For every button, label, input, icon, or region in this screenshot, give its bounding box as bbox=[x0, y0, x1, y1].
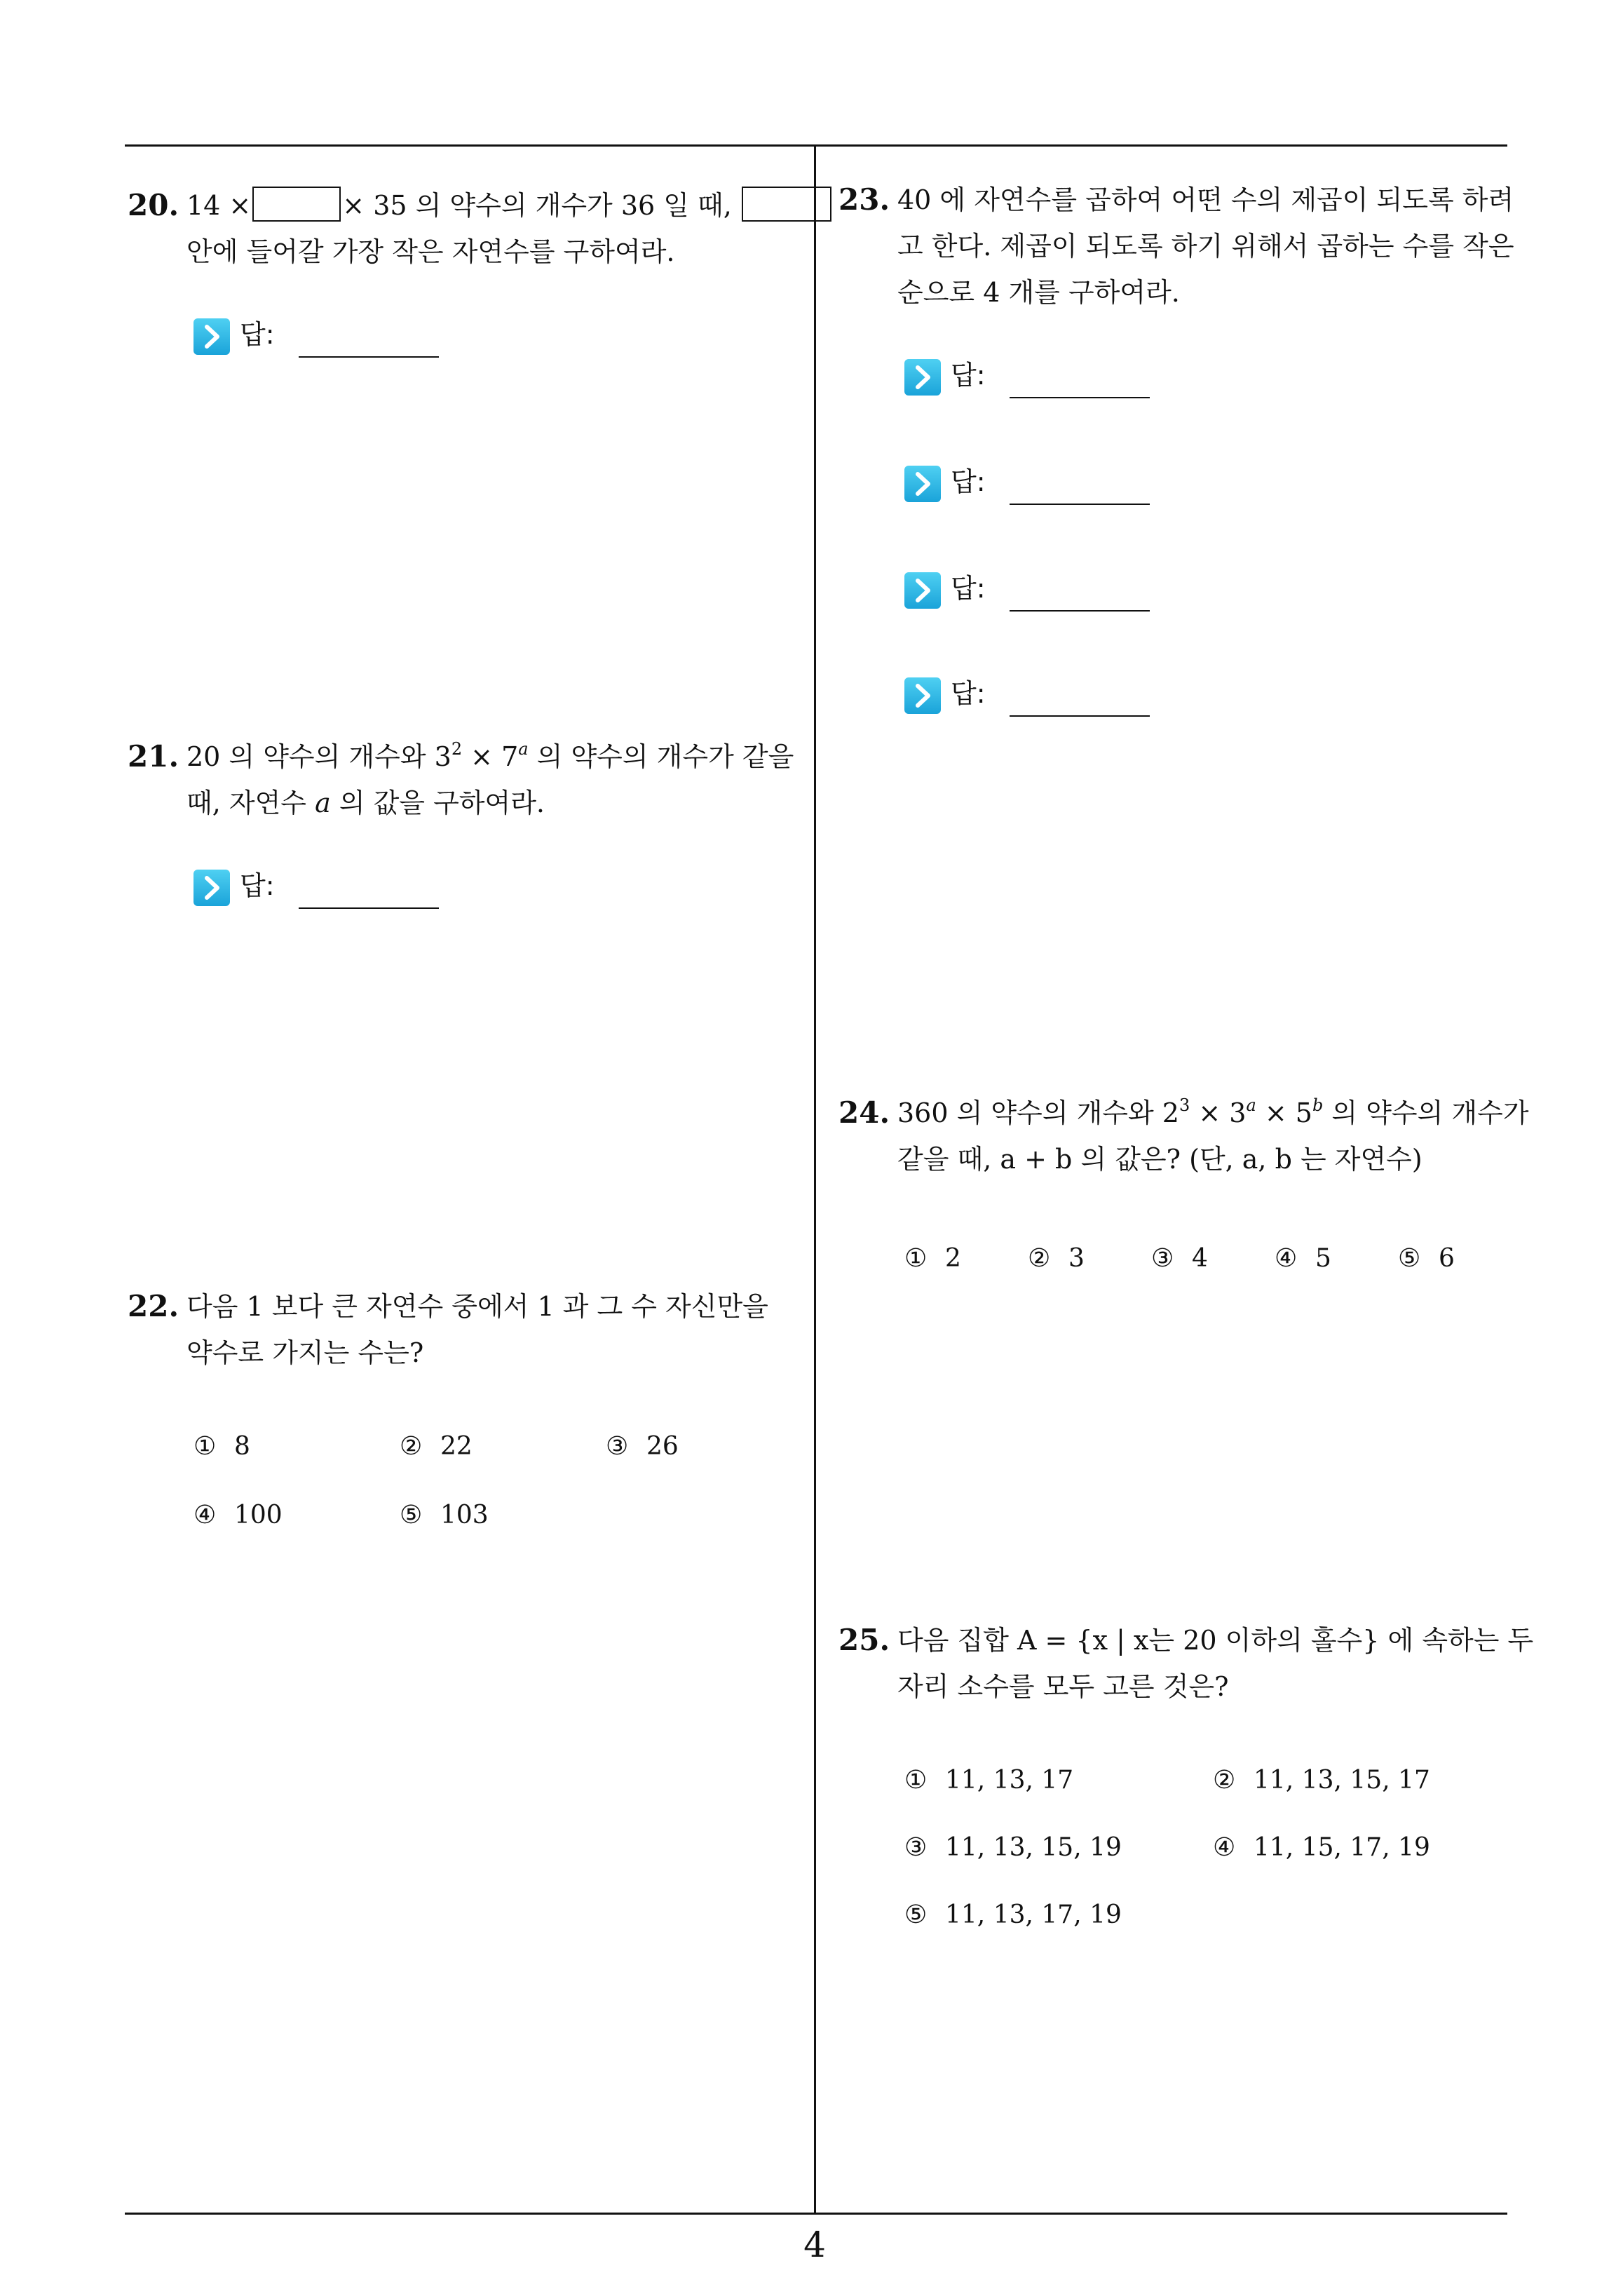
choice-3[interactable]: ③ 11, 13, 15, 19 bbox=[904, 1833, 1122, 1862]
problem-number: 20. bbox=[128, 188, 179, 222]
choice-4[interactable]: ④ 5 bbox=[1275, 1244, 1331, 1273]
choice-3[interactable]: ③ 4 bbox=[1151, 1244, 1208, 1273]
chevron-right-icon bbox=[904, 466, 941, 502]
answer-label: 답: bbox=[240, 319, 275, 350]
answer-line bbox=[299, 907, 439, 909]
problem-text: 의 값을 구하여라. bbox=[330, 788, 545, 818]
top-rule bbox=[125, 144, 1507, 147]
answer-line bbox=[1010, 715, 1150, 717]
exponent: a bbox=[1246, 1095, 1256, 1115]
choice-1[interactable]: ① 8 bbox=[193, 1432, 250, 1461]
answer-line bbox=[1010, 610, 1150, 612]
answer-label: 답: bbox=[951, 360, 986, 391]
problem-text: 약수로 가지는 수는? bbox=[186, 1337, 424, 1368]
problem-text: × 35 의 약수의 개수가 36 일 때, bbox=[342, 190, 732, 221]
choice-5[interactable]: ⑤ 103 bbox=[400, 1501, 489, 1529]
problem-number: 23. bbox=[838, 182, 890, 217]
problem-text: 다음 집합 A = {x | x는 20 이하의 홀수} 에 속하는 두 bbox=[897, 1625, 1534, 1656]
choice-5[interactable]: ⑤ 11, 13, 17, 19 bbox=[904, 1900, 1122, 1929]
problem-text: × 3 bbox=[1190, 1098, 1247, 1128]
answer-label: 답: bbox=[951, 678, 986, 709]
chevron-right-icon bbox=[193, 870, 230, 906]
problem-text: × 5 bbox=[1256, 1098, 1312, 1128]
answer-line bbox=[1010, 504, 1150, 505]
problem-number: 24. bbox=[838, 1095, 890, 1130]
answer-line bbox=[1010, 397, 1150, 398]
problem-text: 때, 자연수 bbox=[186, 788, 315, 818]
choice-3[interactable]: ③ 26 bbox=[606, 1432, 679, 1461]
problem-text: 40 에 자연수를 곱하여 어떤 수의 제곱이 되도록 하려 bbox=[897, 184, 1514, 215]
answer-label: 답: bbox=[240, 870, 275, 901]
column-divider bbox=[814, 144, 816, 2215]
choice-1[interactable]: ① 11, 13, 17 bbox=[904, 1766, 1074, 1795]
problem-number: 22. bbox=[128, 1289, 179, 1323]
choice-4[interactable]: ④ 11, 15, 17, 19 bbox=[1213, 1833, 1430, 1862]
answer-line bbox=[299, 356, 439, 358]
answer-label: 답: bbox=[951, 573, 986, 604]
choice-2[interactable]: ② 22 bbox=[400, 1432, 473, 1461]
exponent: 2 bbox=[451, 739, 463, 759]
problem-text: 순으로 4 개를 구하여라. bbox=[897, 277, 1180, 308]
exponent: a bbox=[518, 739, 529, 759]
chevron-right-icon bbox=[904, 359, 941, 396]
problem-text: × 7 bbox=[462, 741, 519, 772]
answer-label: 답: bbox=[951, 466, 986, 497]
problem-text: 안에 들어갈 가장 작은 자연수를 구하여라. bbox=[186, 236, 675, 267]
problem-text: 다음 1 보다 큰 자연수 중에서 1 과 그 수 자신만을 bbox=[186, 1291, 768, 1322]
blank-box bbox=[252, 187, 341, 222]
problem-text: 같을 때, a + b 의 값은? (단, a, b 는 자연수) bbox=[897, 1144, 1422, 1175]
exponent: b bbox=[1312, 1095, 1324, 1115]
chevron-right-icon bbox=[904, 677, 941, 714]
bottom-rule bbox=[125, 2213, 1507, 2215]
problem-text: 의 약수의 개수가 같을 bbox=[528, 741, 794, 772]
page-number: 4 bbox=[803, 2224, 826, 2265]
choice-2[interactable]: ② 11, 13, 15, 17 bbox=[1213, 1766, 1430, 1795]
problem-text: 14 × bbox=[186, 190, 252, 221]
problem-text: 20 의 약수의 개수와 3 bbox=[186, 741, 451, 772]
choice-5[interactable]: ⑤ 6 bbox=[1398, 1244, 1455, 1273]
problem-text: 자리 소수를 모두 고른 것은? bbox=[897, 1671, 1229, 1702]
chevron-right-icon bbox=[904, 572, 941, 609]
variable: a bbox=[315, 788, 331, 818]
problem-text: 360 의 약수의 개수와 2 bbox=[897, 1098, 1179, 1128]
choice-2[interactable]: ② 3 bbox=[1028, 1244, 1085, 1273]
blank-box bbox=[742, 187, 831, 222]
problem-number: 25. bbox=[838, 1623, 890, 1657]
choice-1[interactable]: ① 2 bbox=[904, 1244, 961, 1273]
exponent: 3 bbox=[1179, 1095, 1190, 1115]
problem-number: 21. bbox=[128, 739, 179, 774]
choice-4[interactable]: ④ 100 bbox=[193, 1501, 283, 1529]
problem-text: 의 약수의 개수가 bbox=[1323, 1098, 1529, 1128]
problem-text: 고 한다. 제곱이 되도록 하기 위해서 곱하는 수를 작은 bbox=[897, 231, 1514, 262]
chevron-right-icon bbox=[193, 318, 230, 355]
